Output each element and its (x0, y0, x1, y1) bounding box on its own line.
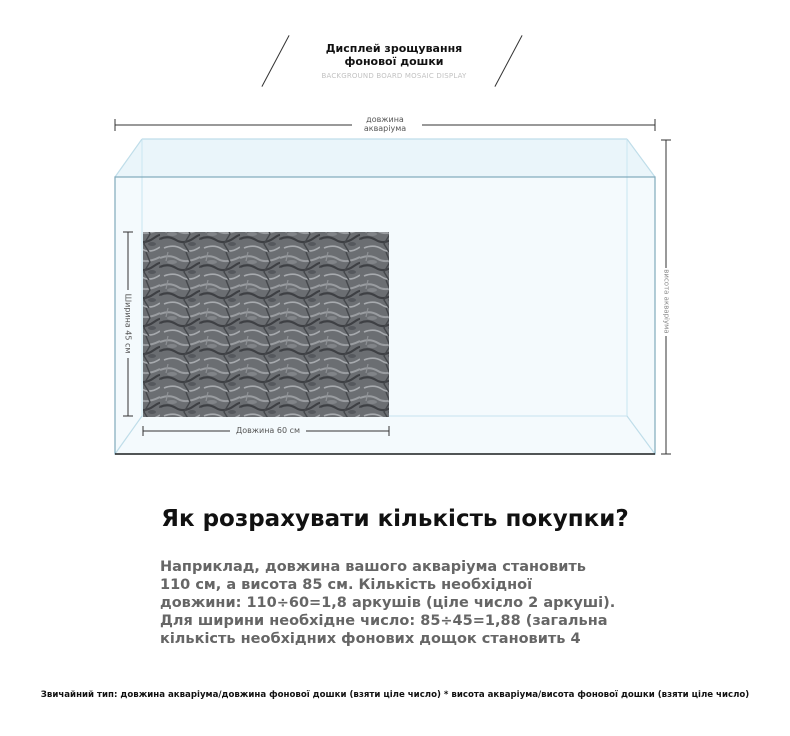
formula-note: Звичайний тип: довжина акваріума/довжина фонової дошки (взяти ціле число) * висота акваріума/висота фонової дошки (взяти ціле число) (40, 690, 750, 700)
example-paragraph: Наприклад, довжина вашого акваріума становить 110 см, а висота 85 см. Кількість необхідної довжини: 110÷60=1,8 аркушів (ціле число 2 аркуші). Для ширини необхідне число: 85÷45=1,88 (загальна кількість необхідних фонових дощок становить 4 (160, 559, 616, 647)
aquarium-length-label (335, 115, 435, 133)
aquarium-length-label-line2: акваріума (363, 124, 407, 133)
aquarium-length-label-line1: довжина (366, 115, 404, 124)
header-title-line2: фонової дошки (344, 55, 444, 68)
header-subtitle: BACKGROUND BOARD MOSAIC DISPLAY (321, 72, 467, 80)
header-title-line1: Дисплей зрощування (325, 42, 463, 55)
board-length-label: Довжина 60 см (235, 426, 301, 435)
purchase-calculation-headline: Як розрахувати кількість покупки? (161, 506, 629, 532)
aquarium-height-label: висота акваріума (662, 269, 671, 334)
board-width-label: Ширина 45 см (123, 293, 133, 354)
background-board-panel (143, 232, 389, 417)
